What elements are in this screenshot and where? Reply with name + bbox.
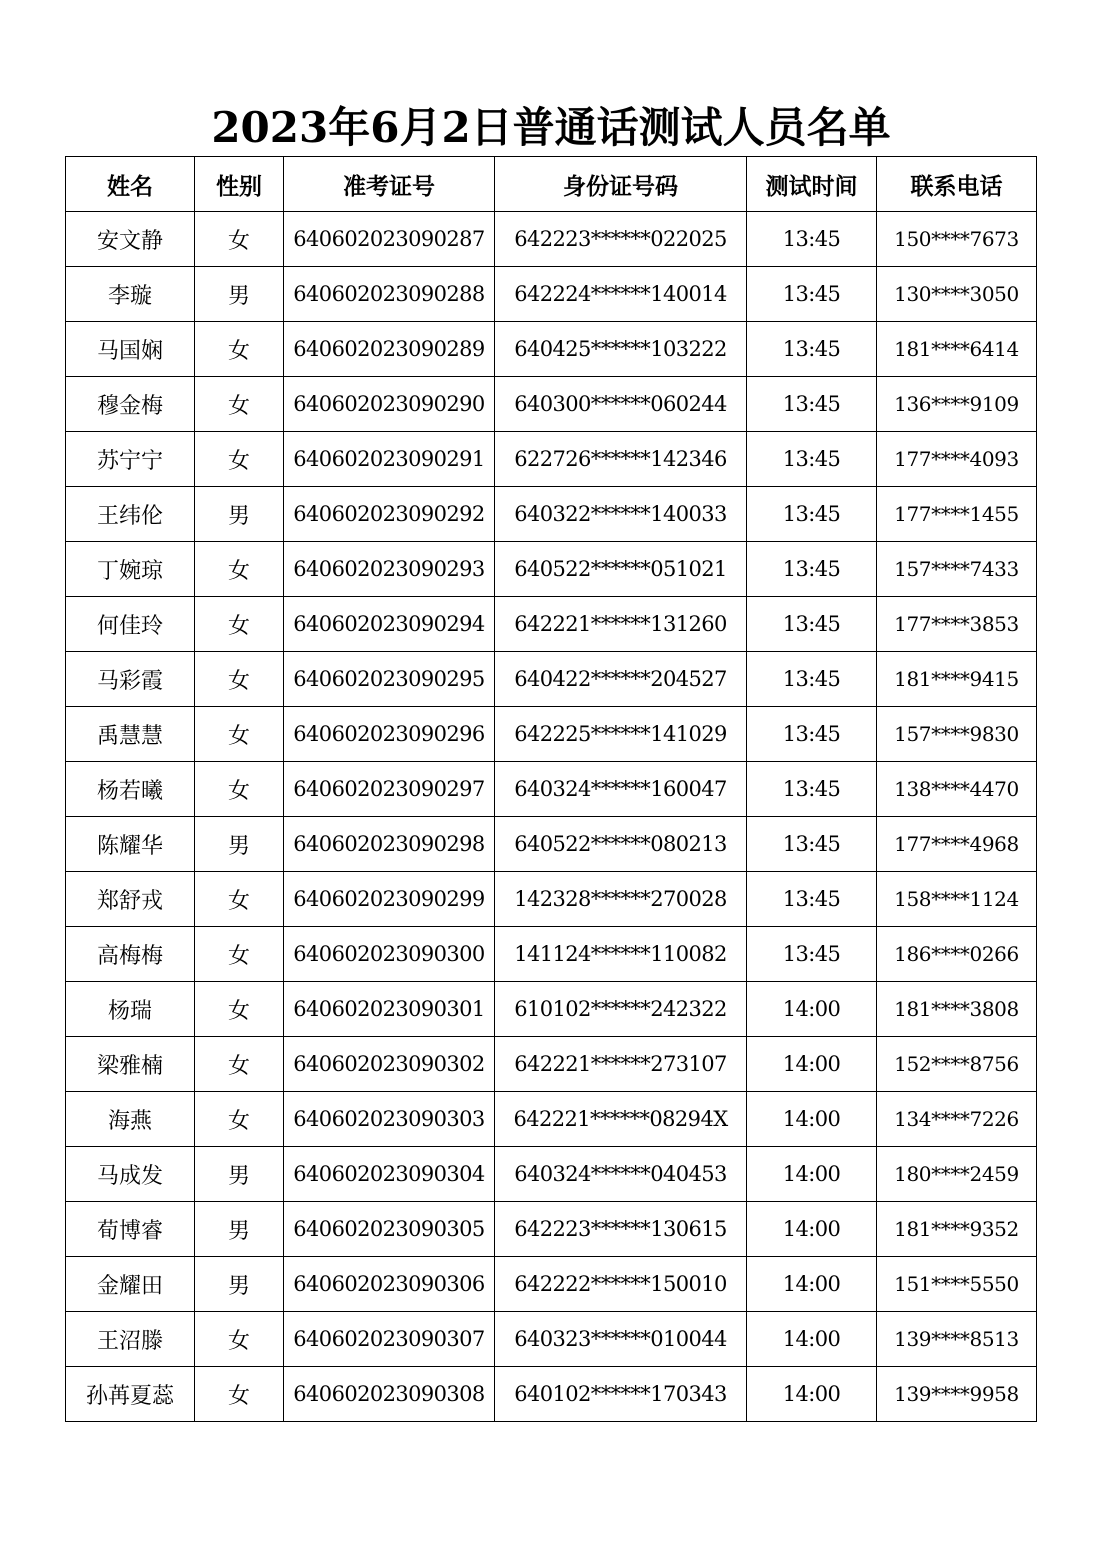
cell-name: 陈耀华: [66, 817, 195, 872]
column-header-gender: 性别: [195, 157, 284, 212]
cell-name: 马成发: [66, 1147, 195, 1202]
cell-test-time: 13:45: [747, 652, 877, 707]
column-header-test-time: 测试时间: [747, 157, 877, 212]
cell-test-time: 13:45: [747, 927, 877, 982]
table-row: [66, 927, 1037, 982]
table-header-row: [66, 157, 1037, 212]
cell-phone: 181****9352: [877, 1202, 1037, 1257]
cell-test-time: 13:45: [747, 542, 877, 597]
cell-exam-number: 640602023090300: [284, 927, 495, 982]
cell-phone: 177****3853: [877, 597, 1037, 652]
cell-name: 杨若曦: [66, 762, 195, 817]
cell-exam-number: 640602023090303: [284, 1092, 495, 1147]
cell-name: 安文静: [66, 212, 195, 267]
cell-gender: 女: [195, 212, 284, 267]
cell-gender: 女: [195, 652, 284, 707]
cell-name: 苏宁宁: [66, 432, 195, 487]
cell-name: 禹慧慧: [66, 707, 195, 762]
cell-test-time: 13:45: [747, 322, 877, 377]
cell-exam-number: 640602023090294: [284, 597, 495, 652]
cell-exam-number: 640602023090293: [284, 542, 495, 597]
cell-phone: 136****9109: [877, 377, 1037, 432]
cell-test-time: 14:00: [747, 1257, 877, 1312]
cell-gender: 女: [195, 762, 284, 817]
table-row: [66, 1092, 1037, 1147]
cell-phone: 157****7433: [877, 542, 1037, 597]
cell-exam-number: 640602023090290: [284, 377, 495, 432]
cell-test-time: 13:45: [747, 267, 877, 322]
table-row: [66, 542, 1037, 597]
cell-name: 金耀田: [66, 1257, 195, 1312]
cell-exam-number: 640602023090301: [284, 982, 495, 1037]
cell-name: 梁雅楠: [66, 1037, 195, 1092]
table-row: [66, 267, 1037, 322]
cell-test-time: 14:00: [747, 1367, 877, 1422]
column-header-id-number: 身份证号码: [495, 157, 747, 212]
cell-test-time: 14:00: [747, 1312, 877, 1367]
table-row: [66, 1202, 1037, 1257]
cell-phone: 139****8513: [877, 1312, 1037, 1367]
cell-exam-number: 640602023090289: [284, 322, 495, 377]
cell-phone: 157****9830: [877, 707, 1037, 762]
cell-gender: 女: [195, 377, 284, 432]
cell-exam-number: 640602023090302: [284, 1037, 495, 1092]
cell-name: 穆金梅: [66, 377, 195, 432]
cell-test-time: 13:45: [747, 432, 877, 487]
cell-exam-number: 640602023090306: [284, 1257, 495, 1312]
table-row: [66, 817, 1037, 872]
cell-gender: 女: [195, 432, 284, 487]
cell-name: 王沼滕: [66, 1312, 195, 1367]
cell-test-time: 13:45: [747, 872, 877, 927]
table-row: [66, 487, 1037, 542]
cell-id-number: 640422******204527: [495, 652, 747, 707]
cell-test-time: 14:00: [747, 1092, 877, 1147]
cell-test-time: 14:00: [747, 982, 877, 1037]
cell-name: 马彩霞: [66, 652, 195, 707]
cell-gender: 女: [195, 872, 284, 927]
table-row: [66, 597, 1037, 652]
cell-id-number: 642223******022025: [495, 212, 747, 267]
cell-id-number: 640522******051021: [495, 542, 747, 597]
cell-phone: 180****2459: [877, 1147, 1037, 1202]
cell-phone: 186****0266: [877, 927, 1037, 982]
cell-gender: 女: [195, 1092, 284, 1147]
cell-id-number: 622726******142346: [495, 432, 747, 487]
cell-test-time: 14:00: [747, 1037, 877, 1092]
table-row: [66, 1367, 1037, 1422]
cell-id-number: 640324******160047: [495, 762, 747, 817]
cell-test-time: 13:45: [747, 762, 877, 817]
cell-name: 海燕: [66, 1092, 195, 1147]
cell-gender: 男: [195, 1202, 284, 1257]
table-row: [66, 982, 1037, 1037]
table-row: [66, 1257, 1037, 1312]
table-row: [66, 322, 1037, 377]
cell-name: 何佳玲: [66, 597, 195, 652]
cell-name: 马国娴: [66, 322, 195, 377]
cell-name: 荀博睿: [66, 1202, 195, 1257]
table-row: [66, 377, 1037, 432]
cell-exam-number: 640602023090287: [284, 212, 495, 267]
cell-id-number: 141124******110082: [495, 927, 747, 982]
cell-phone: 151****5550: [877, 1257, 1037, 1312]
cell-phone: 152****8756: [877, 1037, 1037, 1092]
cell-exam-number: 640602023090299: [284, 872, 495, 927]
cell-phone: 158****1124: [877, 872, 1037, 927]
table-row: [66, 707, 1037, 762]
cell-phone: 177****1455: [877, 487, 1037, 542]
cell-gender: 女: [195, 982, 284, 1037]
cell-gender: 男: [195, 487, 284, 542]
cell-name: 李璇: [66, 267, 195, 322]
cell-name: 杨瑞: [66, 982, 195, 1037]
cell-exam-number: 640602023090304: [284, 1147, 495, 1202]
cell-test-time: 14:00: [747, 1202, 877, 1257]
table-row: [66, 1312, 1037, 1367]
cell-id-number: 640102******170343: [495, 1367, 747, 1422]
cell-id-number: 142328******270028: [495, 872, 747, 927]
cell-name: 丁婉琼: [66, 542, 195, 597]
cell-test-time: 13:45: [747, 817, 877, 872]
cell-gender: 男: [195, 267, 284, 322]
cell-exam-number: 640602023090308: [284, 1367, 495, 1422]
cell-exam-number: 640602023090291: [284, 432, 495, 487]
cell-gender: 男: [195, 1147, 284, 1202]
column-header-phone: 联系电话: [877, 157, 1037, 212]
table-row: [66, 872, 1037, 927]
cell-gender: 男: [195, 817, 284, 872]
cell-test-time: 13:45: [747, 487, 877, 542]
cell-phone: 134****7226: [877, 1092, 1037, 1147]
cell-phone: 181****6414: [877, 322, 1037, 377]
table-row: [66, 762, 1037, 817]
cell-phone: 181****9415: [877, 652, 1037, 707]
table-row: [66, 1037, 1037, 1092]
cell-exam-number: 640602023090296: [284, 707, 495, 762]
table-row: [66, 652, 1037, 707]
cell-id-number: 640322******140033: [495, 487, 747, 542]
cell-gender: 女: [195, 1037, 284, 1092]
column-header-exam-number: 准考证号: [284, 157, 495, 212]
cell-phone: 138****4470: [877, 762, 1037, 817]
cell-id-number: 642221******131260: [495, 597, 747, 652]
cell-test-time: 14:00: [747, 1147, 877, 1202]
cell-test-time: 13:45: [747, 597, 877, 652]
cell-exam-number: 640602023090307: [284, 1312, 495, 1367]
cell-exam-number: 640602023090295: [284, 652, 495, 707]
cell-id-number: 640300******060244: [495, 377, 747, 432]
cell-name: 王纬伦: [66, 487, 195, 542]
table-row: [66, 212, 1037, 267]
cell-id-number: 640324******040453: [495, 1147, 747, 1202]
cell-gender: 女: [195, 1367, 284, 1422]
cell-test-time: 13:45: [747, 377, 877, 432]
cell-id-number: 642221******08294X: [495, 1092, 747, 1147]
cell-phone: 150****7673: [877, 212, 1037, 267]
cell-phone: 177****4968: [877, 817, 1037, 872]
cell-name: 孙苒夏蕊: [66, 1367, 195, 1422]
cell-name: 高梅梅: [66, 927, 195, 982]
cell-exam-number: 640602023090298: [284, 817, 495, 872]
cell-id-number: 640522******080213: [495, 817, 747, 872]
cell-name: 郑舒戎: [66, 872, 195, 927]
cell-phone: 130****3050: [877, 267, 1037, 322]
cell-id-number: 610102******242322: [495, 982, 747, 1037]
cell-gender: 女: [195, 1312, 284, 1367]
cell-test-time: 13:45: [747, 707, 877, 762]
cell-phone: 139****9958: [877, 1367, 1037, 1422]
document-title: 2023年6月2日普通话测试人员名单: [211, 103, 891, 152]
cell-phone: 177****4093: [877, 432, 1037, 487]
column-header-name: 姓名: [66, 157, 195, 212]
cell-id-number: 642223******130615: [495, 1202, 747, 1257]
cell-gender: 女: [195, 542, 284, 597]
cell-id-number: 642225******141029: [495, 707, 747, 762]
cell-exam-number: 640602023090288: [284, 267, 495, 322]
cell-exam-number: 640602023090292: [284, 487, 495, 542]
cell-id-number: 640425******103222: [495, 322, 747, 377]
cell-gender: 男: [195, 1257, 284, 1312]
roster-table: [65, 156, 1037, 1422]
cell-gender: 女: [195, 597, 284, 652]
table-row: [66, 1147, 1037, 1202]
cell-exam-number: 640602023090305: [284, 1202, 495, 1257]
table-row: [66, 432, 1037, 487]
cell-id-number: 642221******273107: [495, 1037, 747, 1092]
cell-phone: 181****3808: [877, 982, 1037, 1037]
cell-exam-number: 640602023090297: [284, 762, 495, 817]
cell-gender: 女: [195, 707, 284, 762]
cell-gender: 女: [195, 322, 284, 377]
cell-id-number: 640323******010044: [495, 1312, 747, 1367]
cell-id-number: 642222******150010: [495, 1257, 747, 1312]
cell-gender: 女: [195, 927, 284, 982]
cell-test-time: 13:45: [747, 212, 877, 267]
cell-id-number: 642224******140014: [495, 267, 747, 322]
